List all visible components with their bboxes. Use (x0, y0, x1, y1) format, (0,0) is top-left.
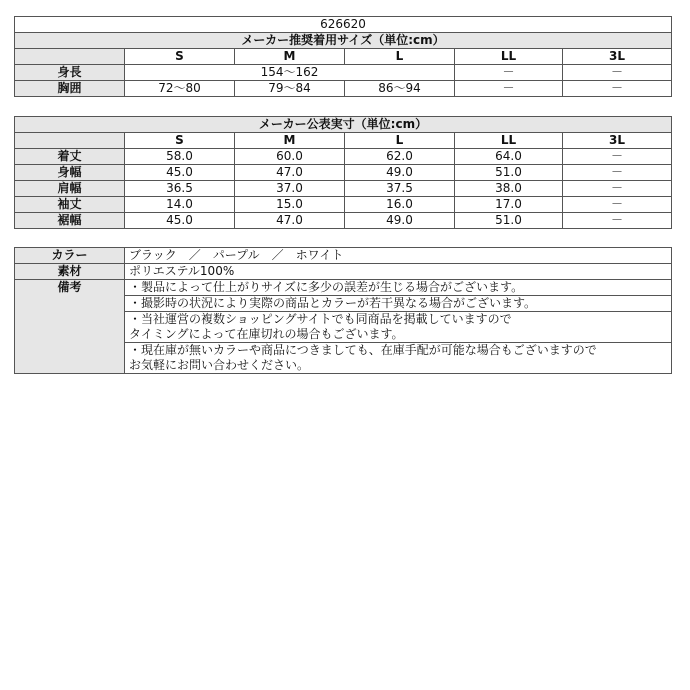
size-header: L (345, 133, 455, 149)
measured-size-table (14, 116, 672, 229)
table-row (15, 213, 672, 229)
table-row (15, 81, 672, 97)
size-header: 3L (563, 49, 672, 65)
material-value: ポリエステル100% (125, 264, 672, 280)
cell: 47.0 (235, 213, 345, 229)
row-label: 身長 (15, 65, 125, 81)
cell: 14.0 (125, 197, 235, 213)
cell: － (563, 197, 672, 213)
row-label: 着丈 (15, 149, 125, 165)
table-row (15, 65, 672, 81)
cell: 37.0 (235, 181, 345, 197)
cell: 49.0 (345, 213, 455, 229)
corner-cell (15, 49, 125, 65)
cell: 16.0 (345, 197, 455, 213)
cell: － (563, 213, 672, 229)
recommended-title: メーカー推奨着用サイズ（単位:cm） (15, 33, 672, 49)
corner-cell (15, 133, 125, 149)
size-header: L (345, 49, 455, 65)
note-line: ・当社運営の複数ショッピングサイトでも同商品を掲載していますので (129, 312, 512, 326)
cell: － (455, 81, 563, 97)
table-row (15, 280, 672, 296)
note-line: ・撮影時の状況により実際の商品とカラーが若干異なる場合がございます。 (129, 296, 537, 310)
row-label: 身幅 (15, 165, 125, 181)
size-header: M (235, 49, 345, 65)
cell: － (563, 165, 672, 181)
color-label: カラー (15, 248, 125, 264)
material-label: 素材 (15, 264, 125, 280)
table-row (15, 181, 672, 197)
size-header: 3L (563, 133, 672, 149)
note-item (125, 312, 672, 343)
note-line: タイミングによって在庫切れの場合もございます。 (129, 327, 404, 341)
cell: 45.0 (125, 213, 235, 229)
table-row (15, 248, 672, 264)
cell: 79～84 (235, 81, 345, 97)
cell: 47.0 (235, 165, 345, 181)
product-info-table (14, 247, 672, 374)
cell: 36.5 (125, 181, 235, 197)
note-line: お気軽にお問い合わせください。 (129, 358, 310, 372)
row-label: 肩幅 (15, 181, 125, 197)
size-header: LL (455, 49, 563, 65)
table-row (15, 264, 672, 280)
table-row (15, 149, 672, 165)
row-label: 袖丈 (15, 197, 125, 213)
cell: 72～80 (125, 81, 235, 97)
measured-title: メーカー公表実寸（単位:cm） (15, 117, 672, 133)
cell: 64.0 (455, 149, 563, 165)
cell: － (563, 181, 672, 197)
cell: 51.0 (455, 213, 563, 229)
row-label: 裾幅 (15, 213, 125, 229)
note-item (125, 296, 672, 312)
size-header: M (235, 133, 345, 149)
color-value: ブラック ／ パープル ／ ホワイト (125, 248, 672, 264)
note-line: ・製品によって仕上がりサイズに多少の誤差が生じる場合がございます。 (129, 280, 524, 294)
cell: 38.0 (455, 181, 563, 197)
table-row (15, 197, 672, 213)
cell: － (563, 65, 672, 81)
table-row (15, 165, 672, 181)
height-range: 154～162 (125, 65, 455, 81)
recommended-size-table (14, 16, 672, 97)
cell: 58.0 (125, 149, 235, 165)
cell: 60.0 (235, 149, 345, 165)
cell: 51.0 (455, 165, 563, 181)
cell: 37.5 (345, 181, 455, 197)
size-header: LL (455, 133, 563, 149)
note-line: ・現在庫が無いカラーや商品につきましても、在庫手配が可能な場合もございますので (129, 343, 597, 357)
cell: 86～94 (345, 81, 455, 97)
cell: 49.0 (345, 165, 455, 181)
cell: 62.0 (345, 149, 455, 165)
cell: 15.0 (235, 197, 345, 213)
cell: － (455, 65, 563, 81)
cell: 17.0 (455, 197, 563, 213)
notes-label: 備考 (15, 280, 125, 374)
row-label: 胸囲 (15, 81, 125, 97)
cell: － (563, 81, 672, 97)
size-header: S (125, 133, 235, 149)
note-item (125, 280, 672, 296)
cell: 45.0 (125, 165, 235, 181)
note-item (125, 343, 672, 374)
product-code: 626620 (15, 17, 672, 33)
cell: － (563, 149, 672, 165)
size-header: S (125, 49, 235, 65)
